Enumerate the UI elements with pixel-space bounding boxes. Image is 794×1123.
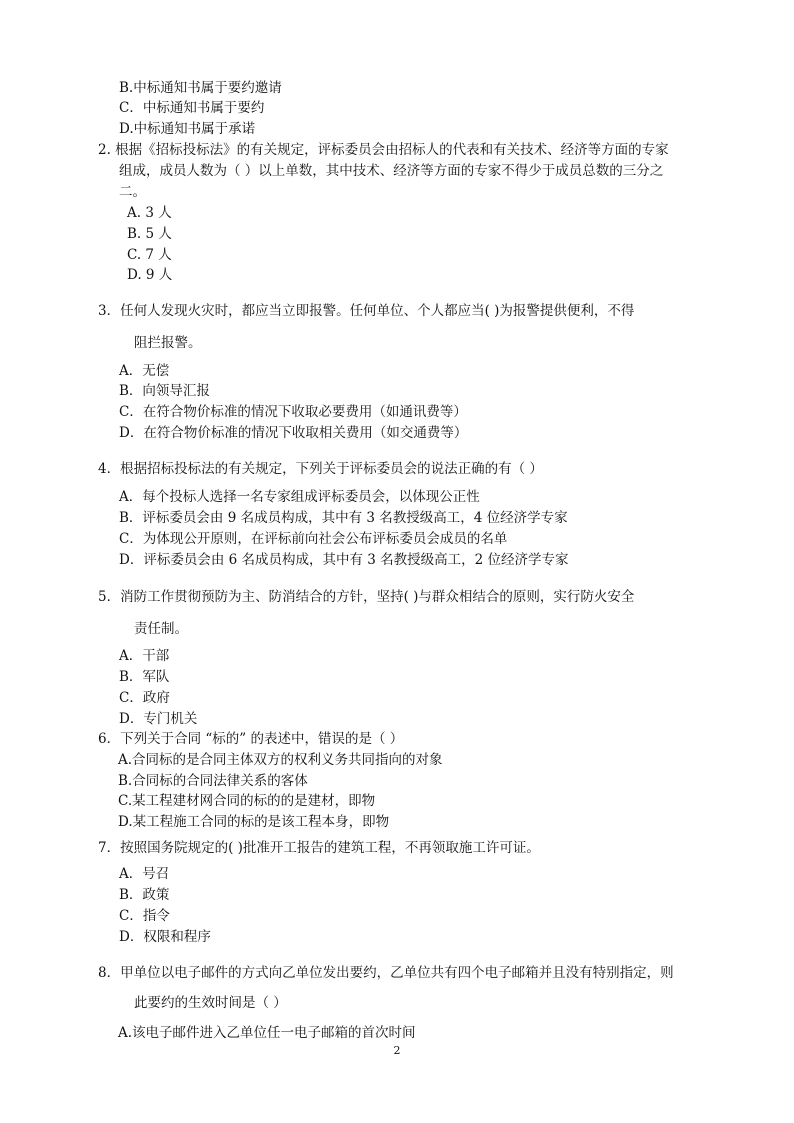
q8-option-a: A.该电子邮件进入乙单位任一电子邮箱的首次时间 [118, 1025, 416, 1041]
q2-option-c: C. 7 人 [127, 247, 172, 263]
q1-option-b: B.中标通知书属于要约邀请 [119, 80, 282, 96]
q5-option-d: D．专门机关 [119, 711, 198, 727]
q7-option-c: C．指令 [119, 908, 170, 924]
q8-text-line1: 8．甲单位以电子邮件的方式向乙单位发出要约，乙单位共有四个电子邮箱并且没有特别指定，则 [98, 965, 674, 981]
q4-option-a: A．每个投标人选择一名专家组成评标委员会，以体现公正性 [119, 489, 480, 505]
q3-text-line1: 3．任何人发现火灾时，都应当立即报警。任何单位、个人都应当( )为报警提供便利，不得 [98, 303, 635, 319]
q5-option-c: C．政府 [119, 690, 170, 706]
q7-option-b: B．政策 [119, 887, 170, 903]
q6-option-d: D.某工程施工合同的标的是该工程本身，即物 [118, 814, 390, 830]
q2-option-a: A. 3 人 [127, 205, 172, 221]
q5-option-a: A．干部 [119, 648, 170, 664]
q2-option-d: D. 9 人 [127, 267, 173, 283]
q3-text-line2: 阻拦报警。 [134, 335, 202, 351]
q8-text-line2: 此要约的生效时间是（ ） [134, 995, 287, 1011]
q7-option-a: A．号召 [119, 866, 170, 882]
q6-option-b: B.合同标的合同法律关系的客体 [118, 773, 308, 789]
q5-text-line2: 责任制。 [134, 621, 188, 637]
q2-text-line1: 2. 根据《招标投标法》的有关规定，评标委员会由招标人的代表和有关技术、经济等方面的专家 [98, 142, 669, 158]
q1-option-c: C．中标通知书属于要约 [119, 100, 265, 116]
q5-text-line1: 5．消防工作贯彻预防为主、防消结合的方针，坚持( )与群众相结合的原则，实行防火安全 [98, 589, 635, 605]
q4-option-c: C．为体现公开原则，在评标前向社会公布评标委员会成员的名单 [119, 531, 508, 547]
q3-option-d: D．在符合物价标准的情况下收取相关费用（如交通费等） [119, 425, 468, 441]
q3-option-a: A．无偿 [119, 363, 170, 379]
q6-option-c: C.某工程建材网合同的标的的是建材，即物 [118, 793, 376, 809]
q6-text: 6．下列关于合同 “标的” 的表述中，错误的是（ ） [98, 731, 404, 747]
q4-option-d: D．评标委员会由 6 名成员构成，其中有 3 名教授级高工，2 位经济学专家 [119, 552, 569, 568]
q7-option-d: D．权限和程序 [119, 929, 211, 945]
q2-text-line3: 二。 [119, 184, 146, 200]
q4-text: 4．根据招标投标法的有关规定，下列关于评标委员会的说法正确的有（ ） [98, 461, 543, 477]
q3-option-c: C．在符合物价标准的情况下收取必要费用（如通讯费等） [119, 404, 467, 420]
page-number: 2 [393, 1044, 401, 1057]
q1-option-d: D.中标通知书属于承诺 [119, 121, 256, 137]
q6-option-a: A.合同标的是合同主体双方的权利义务共同指向的对象 [118, 752, 443, 768]
q3-option-b: B．向领导汇报 [119, 383, 210, 399]
q4-option-b: B．评标委员会由 9 名成员构成，其中有 3 名教授级高工，4 位经济学专家 [119, 510, 568, 526]
q2-option-b: B. 5 人 [127, 226, 172, 242]
q2-text-line2: 组成，成员人数为（ ）以上单数，其中技术、经济等方面的专家不得少于成员总数的三分之 [119, 163, 664, 179]
q5-option-b: B．军队 [119, 669, 170, 685]
q7-text: 7．按照国务院规定的( )批准开工报告的建筑工程，不再领取施工许可证。 [98, 840, 540, 856]
